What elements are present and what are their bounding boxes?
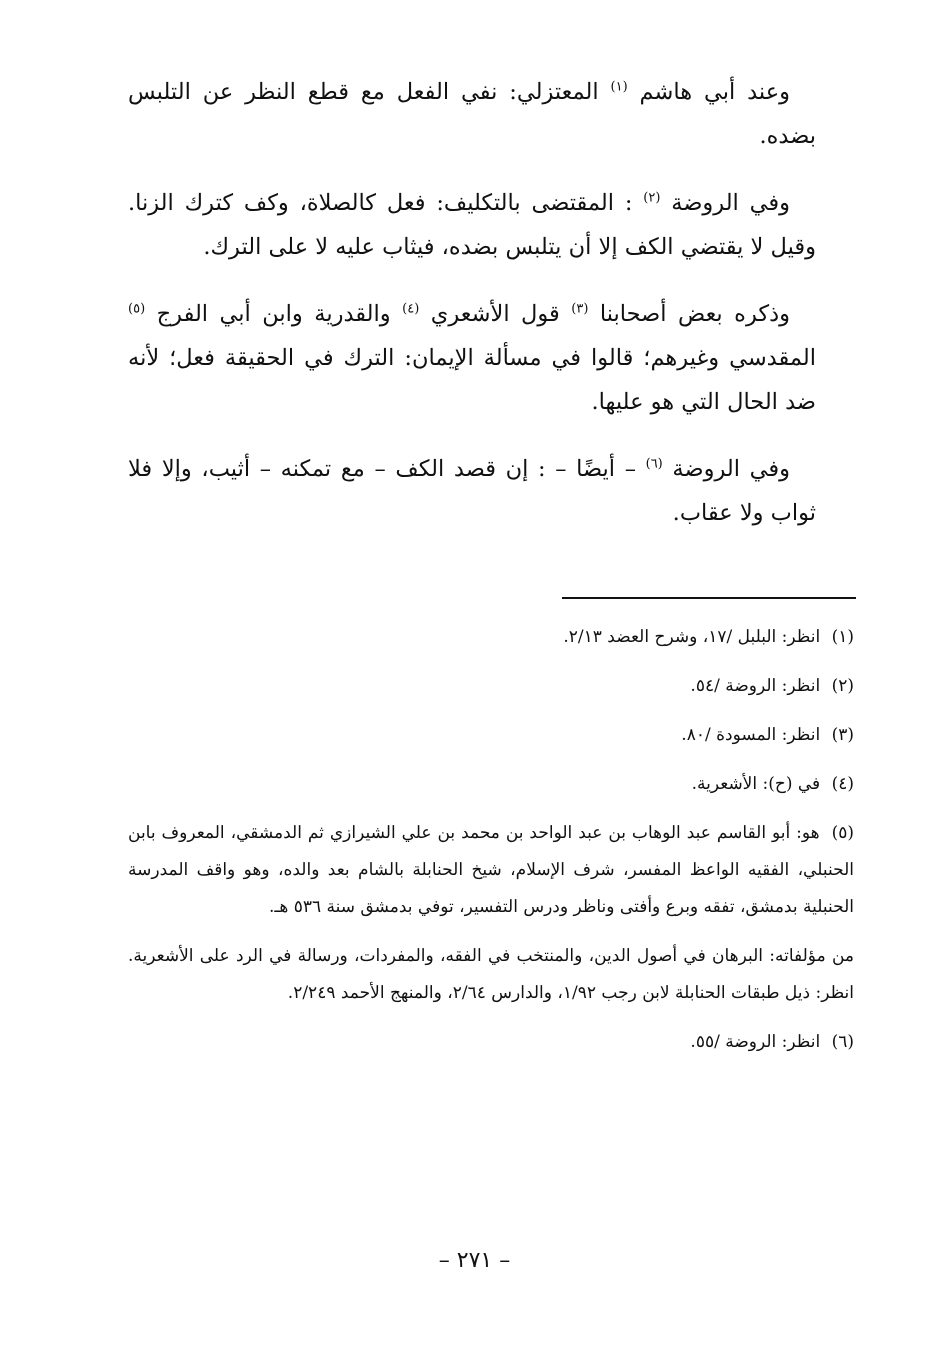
paragraph-4: وفي الروضة $^{(٦)}$ – أيضًا – : إن قصد الكف – مع تمكنه – أثيب، وإلا فلا ثواب ولا عقاب. [128, 456, 816, 526]
paragraph-1: وعند أبي هاشم $^{(١)}$ المعتزلي: نفي الفعل مع قطع النظر عن التلبس بضده. [128, 79, 816, 149]
footnote-ref-1: (١) [610, 79, 628, 95]
footnote-1: (١) انظر: البلبل /١٧، وشرح العضد ٢/١٣. [563, 627, 854, 647]
paragraph-3: وذكره بعض أصحابنا $^{(٣)}$ قول الأشعري $^{(٤)}$ والقدرية وابن أبي الفرج $^{(٥)}$ المقدسي وغيرهم؛ قالوا في مسألة الإيمان: الترك في الحقيقة فعل؛ لأنه ضد الحال التي هو عليها. [128, 301, 816, 415]
footnote-5: (٥) هو: أبو القاسم عبد الوهاب بن عبد الواحد بن محمد بن علي الشيرازي ثم الدمشقي، المعروف بابن الحنبلي، الفقيه الواعظ المفسر، شرف الإسلام، شيخ الحنابلة بالشام بعد والده، وهو واقف المدرسة الحنبلية بدمشق، تفقه وبرع وأفتى وناظر ودرس التفسير، توفي بدمشق سنة ٥٣٦ هـ. [128, 823, 854, 917]
footnote-ref-5: (٥) [128, 301, 146, 317]
footnote-6: (٦) انظر: الروضة /٥٥. [690, 1032, 854, 1052]
footnote-ref-6: (٦) [645, 456, 663, 472]
page-number: – ٢٧١ – [438, 1248, 511, 1273]
footnote-ref-4: (٤) [402, 301, 420, 317]
footnote-ref-2: (٢) [643, 190, 661, 206]
footnote-2: (٢) انظر: الروضة /٥٤. [690, 676, 854, 696]
paragraph-2: وفي الروضة $^{(٢)}$ : المقتضى بالتكليف: فعل كالصلاة، وكف كترك الزنا. وقيل لا يقتضي الكف إلا أن يتلبس بضده، فيثاب عليه لا على الترك. [128, 190, 816, 260]
footnote-separator [562, 597, 856, 599]
footnote-4: (٤) في (ح): الأشعرية. [691, 774, 854, 794]
footnote-5-continued: من مؤلفاته: البرهان في أصول الدين، والمنتخب في الفقه، والمفردات، ورسالة في الرد على الأشعرية. انظر: ذيل طبقات الحنابلة لابن رجب ١/٩٢، والدارس ٢/٦٤، والمنهج الأحمد ٢/٢٤٩. [128, 946, 854, 1003]
footnotes [128, 619, 854, 1073]
footnote-ref-3: (٣) [571, 301, 589, 317]
footnote-3: (٣) انظر: المسودة /٨٠. [681, 725, 854, 745]
main-text [128, 70, 816, 558]
